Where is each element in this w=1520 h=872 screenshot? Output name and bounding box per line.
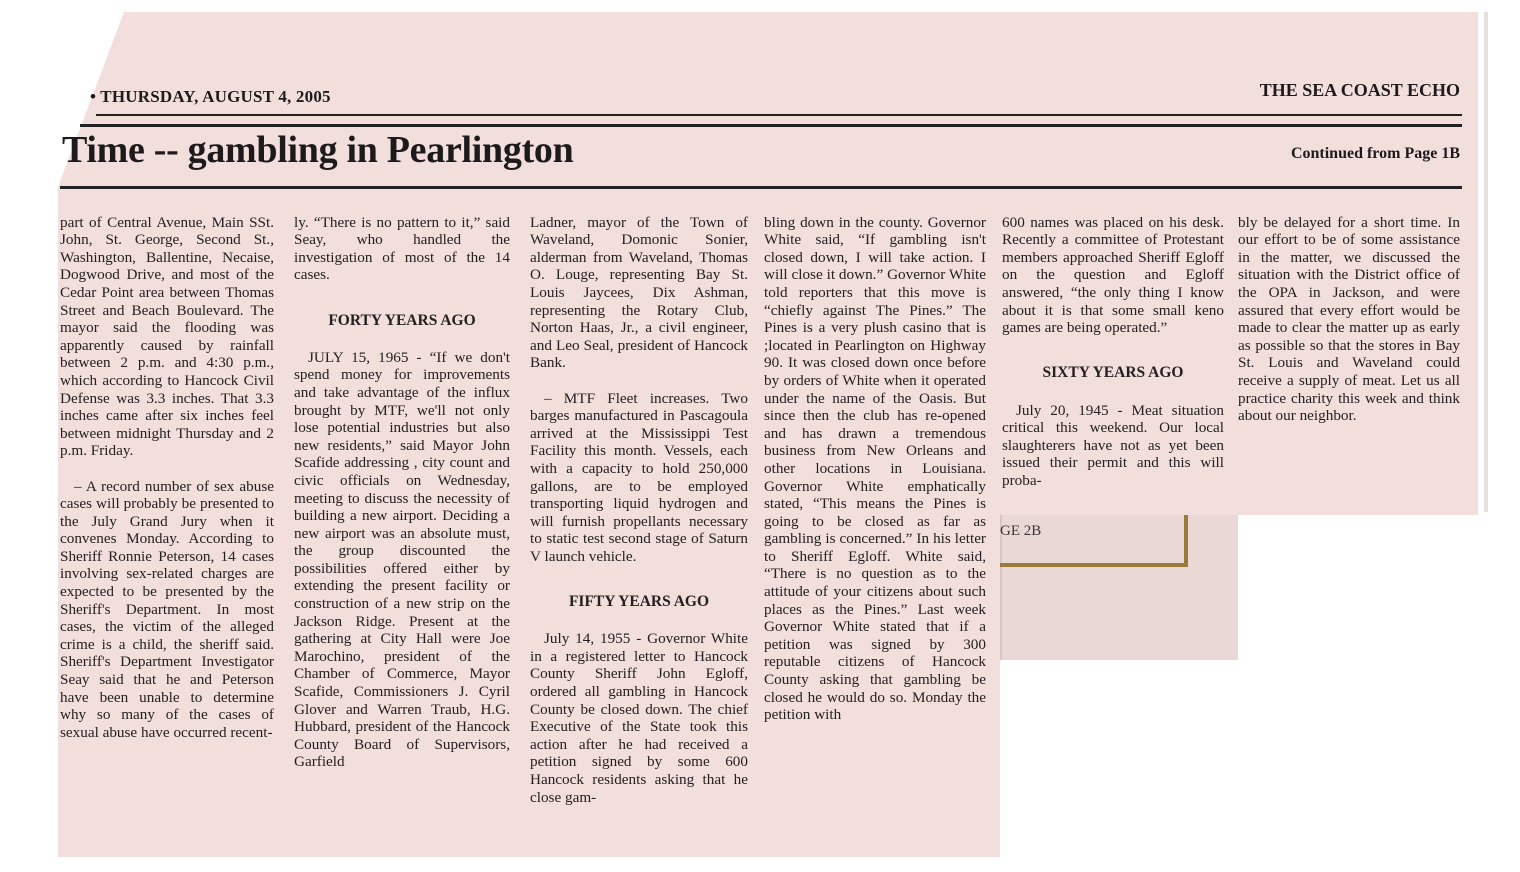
paragraph: July 14, 1955 - Governor White in a registered letter to Hancock County Sheriff John Egloff, ordered all gambling in Hancock County be closed down. The chief Executive of the State took this action after he had received a petition signed by some 600 Hancock residents asking that he close gam- [530, 630, 748, 806]
paragraph: 600 names was placed on his desk. Recently a committee of Protestant members approached Sheriff Egloff on the question and Egloff answered, “the only thing I know about it is that some small keno games are being operated.” [1002, 213, 1224, 337]
paragraph: JULY 15, 1965 - “If we don't spend money for improvements and take advantage of the influx brought by MTF, we'll not only lose potential industries but also new residents,” said Mayor John Scafide addressing , city count and civic officials on Wednesday, meeting to discuss the necessity of building a new airport. Deciding a new airport was an absolute must, the group discounted the possibilities offered either by extending the present facility or construction of a new strip on the Jackson Ridge. Present at the gathering at City Hall were Joe Marochino, president of the Chamber of Commerce, Mayor Scafide, Commissioners J. Cyril Glover and Warren Traub, H.G. Hubbard, president of the Hancock County Board of Supervisors, Garfield [294, 348, 510, 771]
paragraph: bling down in the county. Governor White said, “If gambling isn't closed down, I will take action. I will close it down.” Governor White told reporters that this move is “chiefly against The Pines.” The Pines is a very plush casino that is ;located in Pearlington on Highway 90. It was closed down once before by orders of White when it operated under the name of the Oasis. But since then the club has re-opened and has drawn a tremendous business from New Orleans and other locations in Louisiana. Governor White emphatically stated, “This means the Pines is going to be closed as far as gambling is concerned.” In his letter to Sheriff Egloff. White said, “There is no question as to the attitude of your citizens about such places as the Pines.” Last week Governor White stated that if a petition was signed by 300 reputable citizens of Hancock County asking that gambling be closed he would do so. Monday the petition with [764, 213, 986, 724]
headline: Time -- gambling in Pearlington [62, 129, 574, 171]
adjacent-page-ref: GE 2B [1000, 523, 1042, 539]
paragraph: – MTF Fleet increases. Two barges manufactured in Pascagoula arrived at the Mississippi Test Facility this month. Vessels, each with a capacity to hold 250,000 gallons, are to be employed transporting liquid hydrogen and will furnish propellants necessary to static test second stage of Saturn V launch vehicle. [530, 389, 748, 565]
paragraph: July 20, 1945 - Meat situation critical this weekend. Our local slaughterers have not as yet been issued their permit and this will proba- [1002, 401, 1224, 489]
newspaper-name: THE SEA COAST ECHO [1259, 80, 1460, 100]
paper-edge [1484, 12, 1488, 512]
paragraph: ly. “There is no pattern to it,” said Seay, who handled the investigation of most of the 14 cases. [294, 213, 510, 284]
article-column-4 [764, 196, 986, 741]
article-column-3 [530, 196, 748, 824]
section-heading: SIXTY YEARS AGO [1042, 364, 1184, 382]
headline-rule [60, 186, 1462, 189]
article-column-5 [1002, 196, 1224, 507]
article-column-6 [1238, 196, 1460, 442]
paragraph: – A record number of sex abuse cases will probably be presented to the July Grand Jury when it convenes Monday. According to Sheriff Ronnie Peterson, 14 cases involving sex-related charges are expected to be presented by the Sheriff's Department. In most cases, the victim of the alleged crime is a child, the sheriff said. Sheriff's Department Investigator Seay said that he and Peterson have been unable to determine why so many of the cases of sexual abuse have occurred recent- [60, 477, 274, 741]
dateline: • THURSDAY, AUGUST 4, 2005 [90, 87, 331, 106]
section-heading: FORTY YEARS AGO [328, 311, 476, 329]
paragraph: part of Central Avenue, Main SSt. John, St. George, Second St., Washington, Ballentine, Necaise, Dogwood Drive, and most of the Cedar Point area between Thomas Street and Beach Boulevard. The mayor said the flooding was apparently caused by rainfall between 2 p.m. and 4:30 p.m., which according to Hancock Civil Defense was 3.3 inches. That 3.3 inches came after six inches feel between midnight Thursday and 2 p.m. Friday. [60, 213, 274, 460]
continued-note: Continued from Page 1B [1290, 145, 1460, 162]
header-rule-thick [80, 124, 1462, 127]
header-rule [96, 114, 1462, 116]
article-column-1 [60, 196, 274, 759]
paragraph: bly be delayed for a short time. In our effort to be of some assistance in the matter, we discussed the situation with the District office of the OPA in Jackson, and were assured that every effort would be made to clear the matter up as early as possible so that the stores in Bay St. Louis and Waveland could receive a supply of meat. Let us all practice charity this week and think about our neighbor. [1238, 213, 1460, 425]
section-heading: FIFTY YEARS AGO [568, 593, 710, 611]
paragraph: Ladner, mayor of the Town of Waveland, Domonic Sonier, alderman from Waveland, Thomas O. Louge, representing Bay St. Louis Jaycees, Dix Ashman, representing the Rotary Club, Norton Haas, Jr., a civil engineer, and Leo Seal, president of Hancock Bank. [530, 213, 748, 372]
article-column-2 [294, 196, 510, 789]
